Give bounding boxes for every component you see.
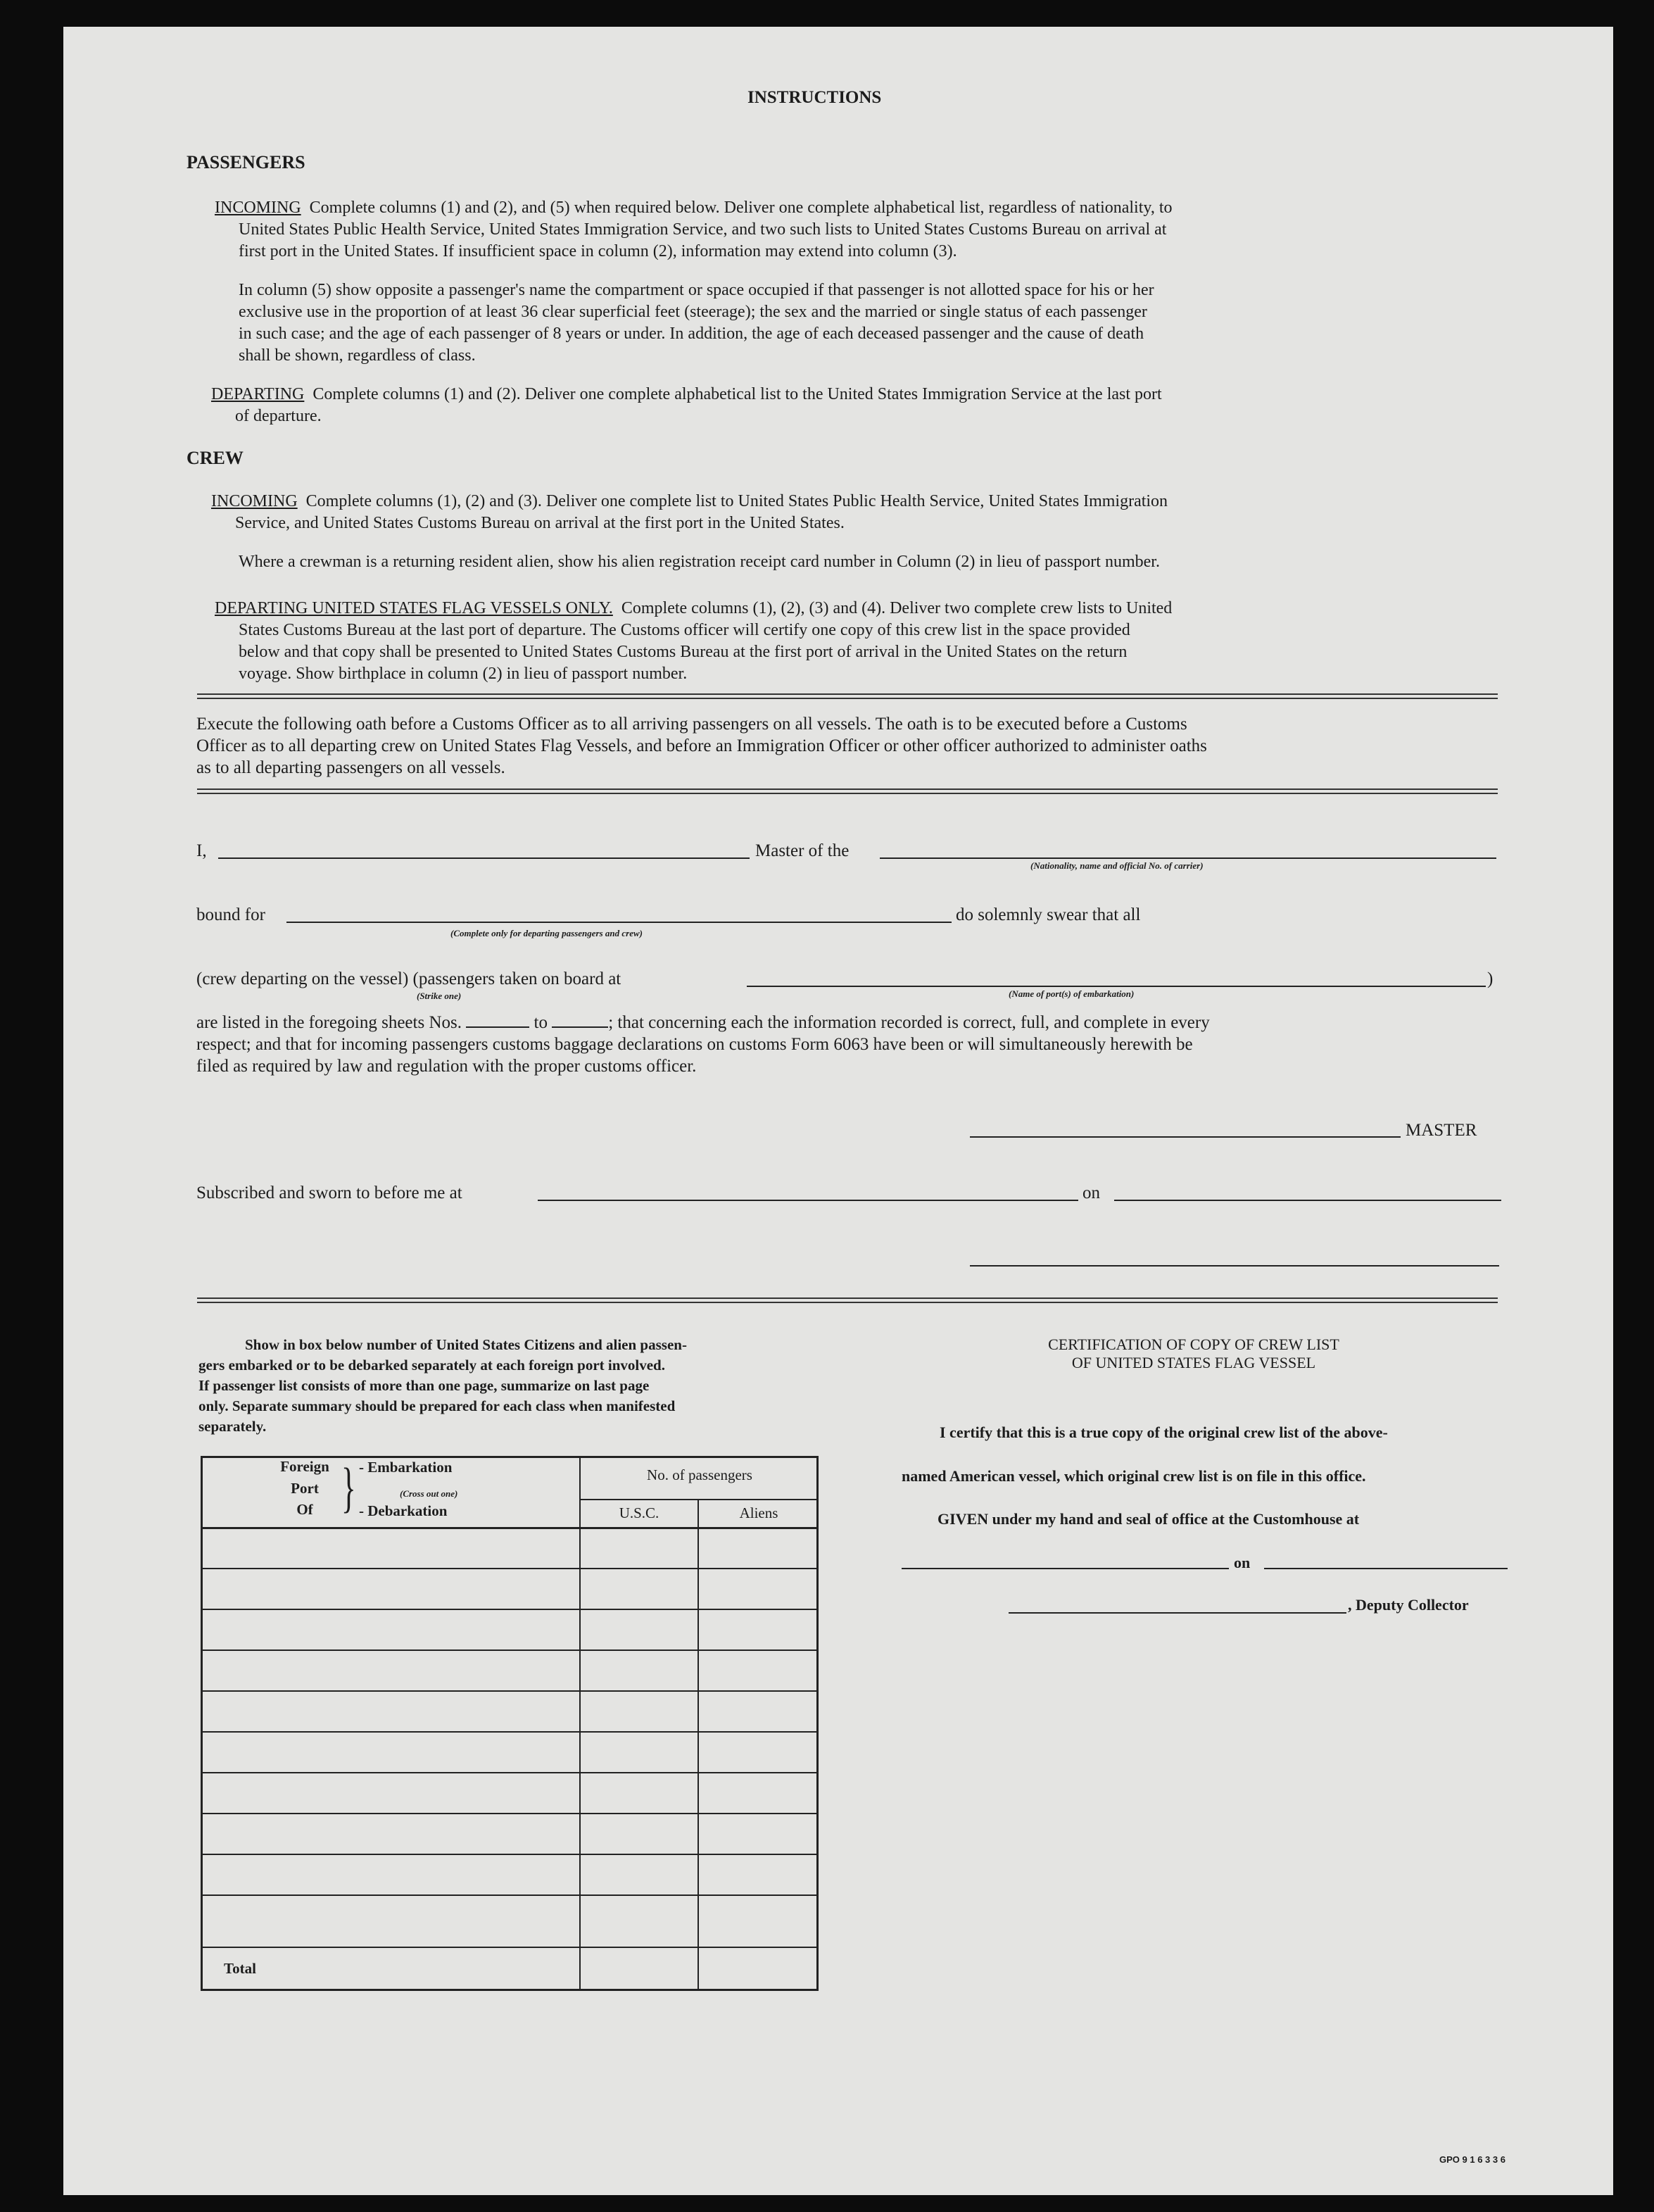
cert-title-line1: CERTIFICATION OF COPY OF CREW LIST bbox=[1048, 1336, 1339, 1353]
header-divider bbox=[579, 1499, 816, 1500]
text-line: first port in the United States. If insufficient space in column (2), information may extend into column (3). bbox=[239, 242, 957, 260]
brace-icon: } bbox=[341, 1457, 356, 1518]
text-line: as to all departing passengers on all vessels. bbox=[196, 758, 505, 777]
gpo-footer: GPO 9 1 6 3 3 6 bbox=[1439, 2154, 1505, 2165]
no-passengers-header: No. of passengers bbox=[647, 1466, 752, 1483]
port-label: Port bbox=[291, 1480, 319, 1497]
crew-resident-line: Where a crewman is a returning resident alien, show his alien registration receipt card number in Column (2) in lieu of passport number. bbox=[239, 553, 1160, 571]
master-signature-field[interactable] bbox=[970, 1136, 1401, 1138]
departing-label: DEPARTING bbox=[211, 385, 305, 403]
crew-incoming bbox=[211, 491, 1478, 534]
text-line: separately. bbox=[198, 1418, 267, 1435]
certification-title bbox=[905, 1336, 1482, 1372]
text-line: only. Separate summary should be prepared for each class when manifested bbox=[198, 1397, 676, 1414]
text-line: respect; and that for incoming passengers customs baggage declarations on customs Form 6063 have been or will simultaneously herewith be bbox=[196, 1035, 1193, 1054]
oath-i-label: I, bbox=[196, 841, 207, 860]
row-line bbox=[203, 1731, 816, 1733]
foreign-label: Foreign bbox=[280, 1458, 329, 1475]
officer-signature-field[interactable] bbox=[970, 1265, 1499, 1267]
row-line bbox=[203, 1947, 816, 1948]
crew-departing bbox=[215, 598, 1482, 685]
summary-instructions bbox=[198, 1335, 818, 1437]
sheet-to-field[interactable] bbox=[552, 1026, 608, 1028]
bound-for-field[interactable] bbox=[286, 922, 952, 923]
text-line: of departure. bbox=[235, 407, 322, 425]
cert-on-label: on bbox=[1234, 1554, 1251, 1571]
solemnly-swear-text: do solemnly swear that all bbox=[956, 905, 1141, 924]
text-line: are listed in the foregoing sheets Nos. bbox=[196, 1013, 462, 1032]
text-line: Complete columns (1), (2) and (3). Deliver one complete list to United States Public Health Service, United States Immigration bbox=[305, 492, 1168, 510]
row-line bbox=[203, 1568, 816, 1569]
column-divider bbox=[697, 1500, 699, 1989]
passengers-departing bbox=[211, 384, 1478, 427]
passengers-column5 bbox=[239, 279, 1491, 367]
divider bbox=[197, 693, 1498, 699]
bound-for-label: bound for bbox=[196, 905, 265, 924]
text-line: voyage. Show birthplace in column (2) in lieu of passport number. bbox=[239, 665, 688, 683]
row-line bbox=[203, 1813, 816, 1814]
column-divider bbox=[579, 1458, 581, 1989]
text-line: Complete columns (1) and (2), and (5) when required below. Deliver one complete alphabetical list, regardless of nationality, to bbox=[309, 199, 1173, 217]
aliens-header: Aliens bbox=[739, 1504, 778, 1521]
customhouse-field[interactable] bbox=[902, 1568, 1229, 1569]
text-line: in such case; and the age of each passenger of 8 years or under. In addition, the age of each deceased passenger and the cause of death bbox=[239, 325, 1144, 343]
cert-date-field[interactable] bbox=[1264, 1568, 1508, 1569]
cert-title-line2: OF UNITED STATES FLAG VESSEL bbox=[1071, 1354, 1316, 1371]
row-line bbox=[203, 1854, 816, 1855]
embarkation-label: - Embarkation bbox=[359, 1459, 453, 1476]
text-line: In column (5) show opposite a passenger's name the compartment or space occupied if that passenger is not allotted space for his or her bbox=[239, 281, 1154, 299]
close-paren: ) bbox=[1487, 969, 1494, 988]
passengers-heading: PASSENGERS bbox=[187, 152, 305, 172]
row-line bbox=[203, 1609, 816, 1610]
debarkation-label: - Debarkation bbox=[359, 1502, 448, 1519]
sworn-date-field[interactable] bbox=[1114, 1200, 1501, 1201]
text-line: Officer as to all departing crew on United States Flag Vessels, and before an Immigration Officer or other officer authorized to administer oaths bbox=[196, 736, 1207, 755]
sworn-place-field[interactable] bbox=[538, 1200, 1078, 1201]
incoming-label: INCOMING bbox=[211, 492, 298, 510]
subscribed-text: Subscribed and sworn to before me at bbox=[196, 1183, 462, 1202]
cert-line2: named American vessel, which original crew list is on file in this office. bbox=[902, 1467, 1366, 1485]
carrier-field[interactable] bbox=[880, 857, 1496, 859]
page-title: INSTRUCTIONS bbox=[747, 88, 882, 107]
deputy-signature-field[interactable] bbox=[1009, 1612, 1346, 1614]
crew-departing-text: (crew departing on the vessel) (passengers taken on board at bbox=[196, 969, 621, 988]
master-of-the-label: Master of the bbox=[755, 841, 850, 860]
port-embarkation-field[interactable] bbox=[747, 986, 1486, 987]
port-caption: (Name of port(s) of embarkation) bbox=[1009, 988, 1135, 999]
text-line: below and that copy shall be presented to United States Customs Bureau at the first port of arrival in the United States on the return bbox=[239, 643, 1128, 661]
of-label: Of bbox=[296, 1501, 313, 1518]
text-line: States Customs Bureau at the last port of departure. The Customs officer will certify one copy of this crew list in the space provided bbox=[239, 621, 1130, 639]
row-line bbox=[203, 1649, 816, 1651]
strike-caption: (Strike one) bbox=[417, 991, 462, 1001]
total-label: Total bbox=[224, 1960, 256, 1977]
departing-flag-label: DEPARTING UNITED STATES FLAG VESSELS ONLY. bbox=[215, 599, 613, 617]
text-line: shall be shown, regardless of class. bbox=[239, 346, 476, 365]
passenger-summary-table bbox=[201, 1456, 819, 1991]
text-line: Show in box below number of United States Citizens and alien passen- bbox=[245, 1336, 687, 1353]
text-line: If passenger list consists of more than one page, summarize on last page bbox=[198, 1377, 650, 1394]
text-line: Complete columns (1), (2), (3) and (4). Deliver two complete crew lists to United bbox=[621, 599, 1173, 617]
text-line: filed as required by law and regulation with the proper customs officer. bbox=[196, 1057, 697, 1076]
text-line: Complete columns (1) and (2). Deliver one complete alphabetical list to the United States Immigration Service at the last port bbox=[313, 385, 1162, 403]
text-line: Execute the following oath before a Customs Officer as to all arriving passengers on all vessels. The oath is to be executed before a Customs bbox=[196, 715, 1187, 734]
deputy-collector-label: , Deputy Collector bbox=[1348, 1596, 1469, 1614]
to-label: to bbox=[534, 1013, 548, 1032]
cert-line1: I certify that this is a true copy of the original crew list of the above- bbox=[940, 1424, 1388, 1441]
text-line: United States Public Health Service, United States Immigration Service, and two such lists to United States Customs Bureau on arrival at bbox=[239, 220, 1167, 239]
on-label: on bbox=[1082, 1183, 1100, 1202]
text-line: Service, and United States Customs Bureau on arrival at the first port in the United States. bbox=[235, 514, 845, 532]
text-line: gers embarked or to be debarked separately at each foreign port involved. bbox=[198, 1357, 665, 1374]
header-bottom bbox=[203, 1527, 816, 1529]
sheet-from-field[interactable] bbox=[466, 1026, 529, 1028]
cross-out-caption: (Cross out one) bbox=[400, 1488, 458, 1499]
bound-caption: (Complete only for departing passengers and crew) bbox=[450, 928, 643, 938]
master-name-field[interactable] bbox=[218, 857, 750, 859]
oath-body bbox=[196, 1012, 1498, 1077]
oath-intro bbox=[196, 713, 1498, 779]
nationality-caption: (Nationality, name and official No. of carrier) bbox=[1030, 860, 1204, 871]
usc-header: U.S.C. bbox=[619, 1504, 659, 1521]
passengers-incoming bbox=[215, 197, 1482, 263]
cert-line3: GIVEN under my hand and seal of office at the Customhouse at bbox=[938, 1510, 1360, 1528]
incoming-label: INCOMING bbox=[215, 199, 301, 217]
text-line: exclusive use in the proportion of at least 36 clear superficial feet (steerage); the sex and the married or single status of each passenger bbox=[239, 303, 1147, 321]
divider bbox=[197, 1297, 1498, 1303]
row-line bbox=[203, 1894, 816, 1896]
text-line: ; that concerning each the information recorded is correct, full, and complete in every bbox=[608, 1013, 1210, 1032]
crew-heading: CREW bbox=[187, 448, 244, 468]
divider bbox=[197, 788, 1498, 794]
master-label: MASTER bbox=[1406, 1121, 1477, 1140]
row-line bbox=[203, 1690, 816, 1692]
row-line bbox=[203, 1772, 816, 1773]
